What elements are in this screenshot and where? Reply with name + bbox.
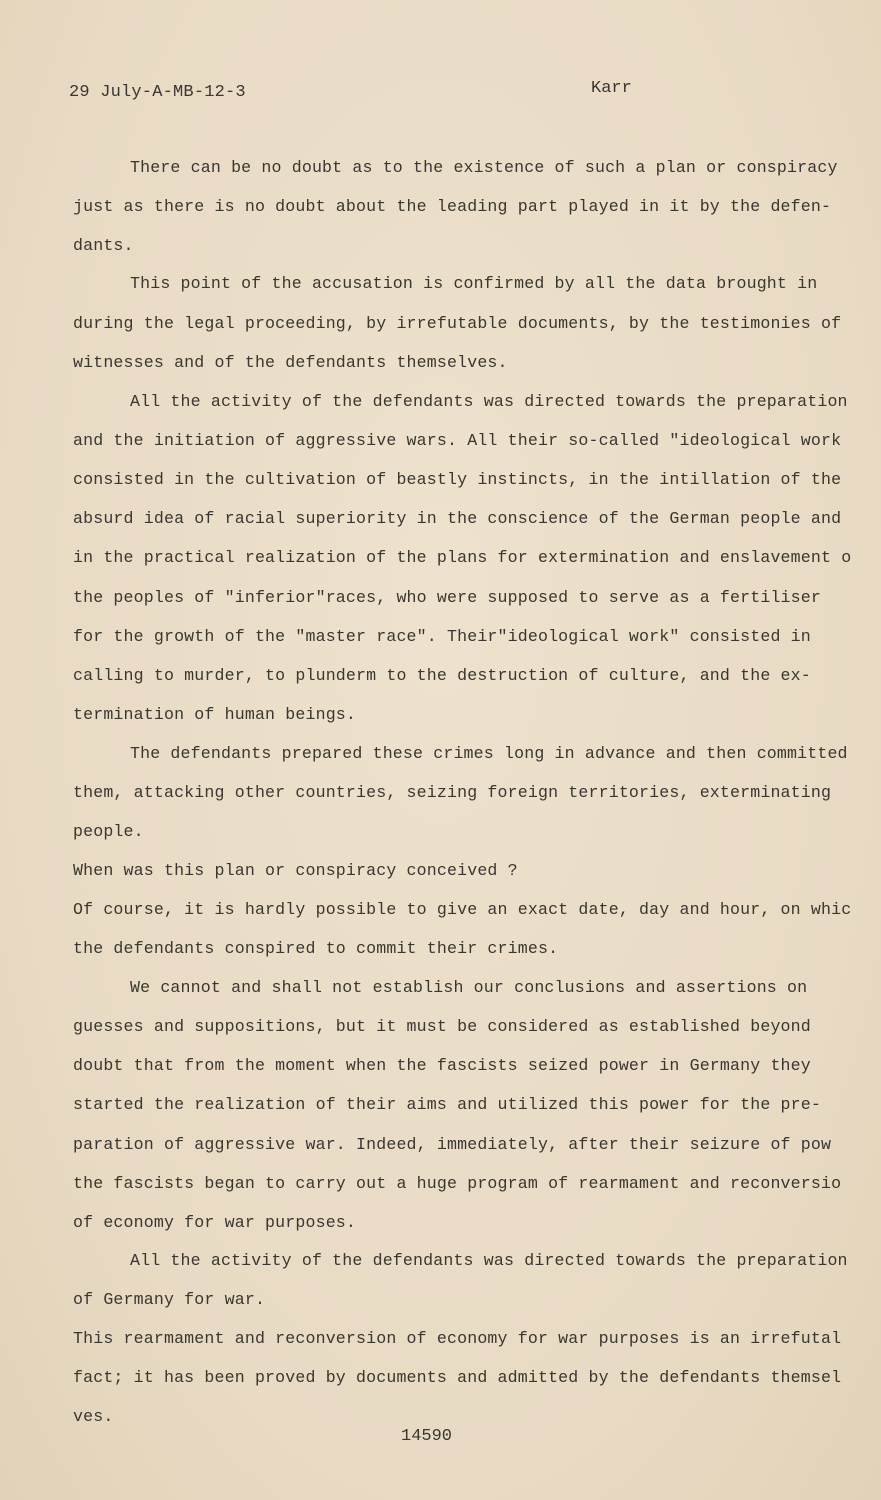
text-line: in the practical realization of the plans for extermination and enslavement o xyxy=(73,548,852,567)
text-line: them, attacking other countries, seizing foreign territories, exterminating xyxy=(73,783,832,802)
text-line: There can be no doubt as to the existence of such a plan or conspiracy xyxy=(130,158,838,177)
document-reference: 29 July-A-MB-12-3 xyxy=(69,83,246,102)
speaker-name: Karr xyxy=(591,79,632,98)
text-line: for the growth of the "master race". Their"ideological work" consisted in xyxy=(73,627,811,646)
text-line: guesses and suppositions, but it must be considered as established beyond xyxy=(73,1017,811,1036)
text-line: When was this plan or conspiracy conceived ? xyxy=(73,861,518,880)
text-line: during the legal proceeding, by irrefutable documents, by the testimonies of xyxy=(73,314,842,333)
text-line: This point of the accusation is confirmed by all the data brought in xyxy=(130,274,818,293)
text-line: The defendants prepared these crimes long in advance and then committed xyxy=(130,744,848,763)
text-line: people. xyxy=(73,822,144,841)
text-line: consisted in the cultivation of beastly instincts, in the intillation of the xyxy=(73,470,842,489)
text-line: Of course, it is hardly possible to give an exact date, day and hour, on whic xyxy=(73,900,852,919)
text-line: All the activity of the defendants was directed towards the preparation xyxy=(130,1251,848,1270)
text-line: and the initiation of aggressive wars. All their so-called "ideological work xyxy=(73,431,842,450)
page-number: 14590 xyxy=(401,1427,453,1446)
text-line: We cannot and shall not establish our conclusions and assertions on xyxy=(130,978,808,997)
text-line: the defendants conspired to commit their crimes. xyxy=(73,939,559,958)
text-line: the fascists began to carry out a huge program of rearmament and reconversio xyxy=(73,1174,842,1193)
text-line: paration of aggressive war. Indeed, immediately, after their seizure of pow xyxy=(73,1135,832,1154)
text-line: of Germany for war. xyxy=(73,1290,266,1309)
text-line: of economy for war purposes. xyxy=(73,1213,357,1232)
text-line: witnesses and of the defendants themselves. xyxy=(73,353,508,372)
text-line: ves. xyxy=(73,1407,114,1426)
text-line: calling to murder, to plunderm to the destruction of culture, and the ex- xyxy=(73,666,811,685)
text-line: fact; it has been proved by documents and admitted by the defendants themsel xyxy=(73,1368,842,1387)
text-line: This rearmament and reconversion of economy for war purposes is an irrefutal xyxy=(73,1329,842,1348)
text-line: dants. xyxy=(73,236,134,255)
text-line: started the realization of their aims and utilized this power for the pre- xyxy=(73,1095,821,1114)
text-line: doubt that from the moment when the fascists seized power in Germany they xyxy=(73,1056,811,1075)
text-line: just as there is no doubt about the leading part played in it by the defen- xyxy=(73,197,832,216)
text-line: absurd idea of racial superiority in the conscience of the German people and xyxy=(73,509,842,528)
text-line: All the activity of the defendants was directed towards the preparation xyxy=(130,392,848,411)
text-line: the peoples of "inferior"races, who were supposed to serve as a fertiliser xyxy=(73,588,821,607)
text-line: termination of human beings. xyxy=(73,705,357,724)
